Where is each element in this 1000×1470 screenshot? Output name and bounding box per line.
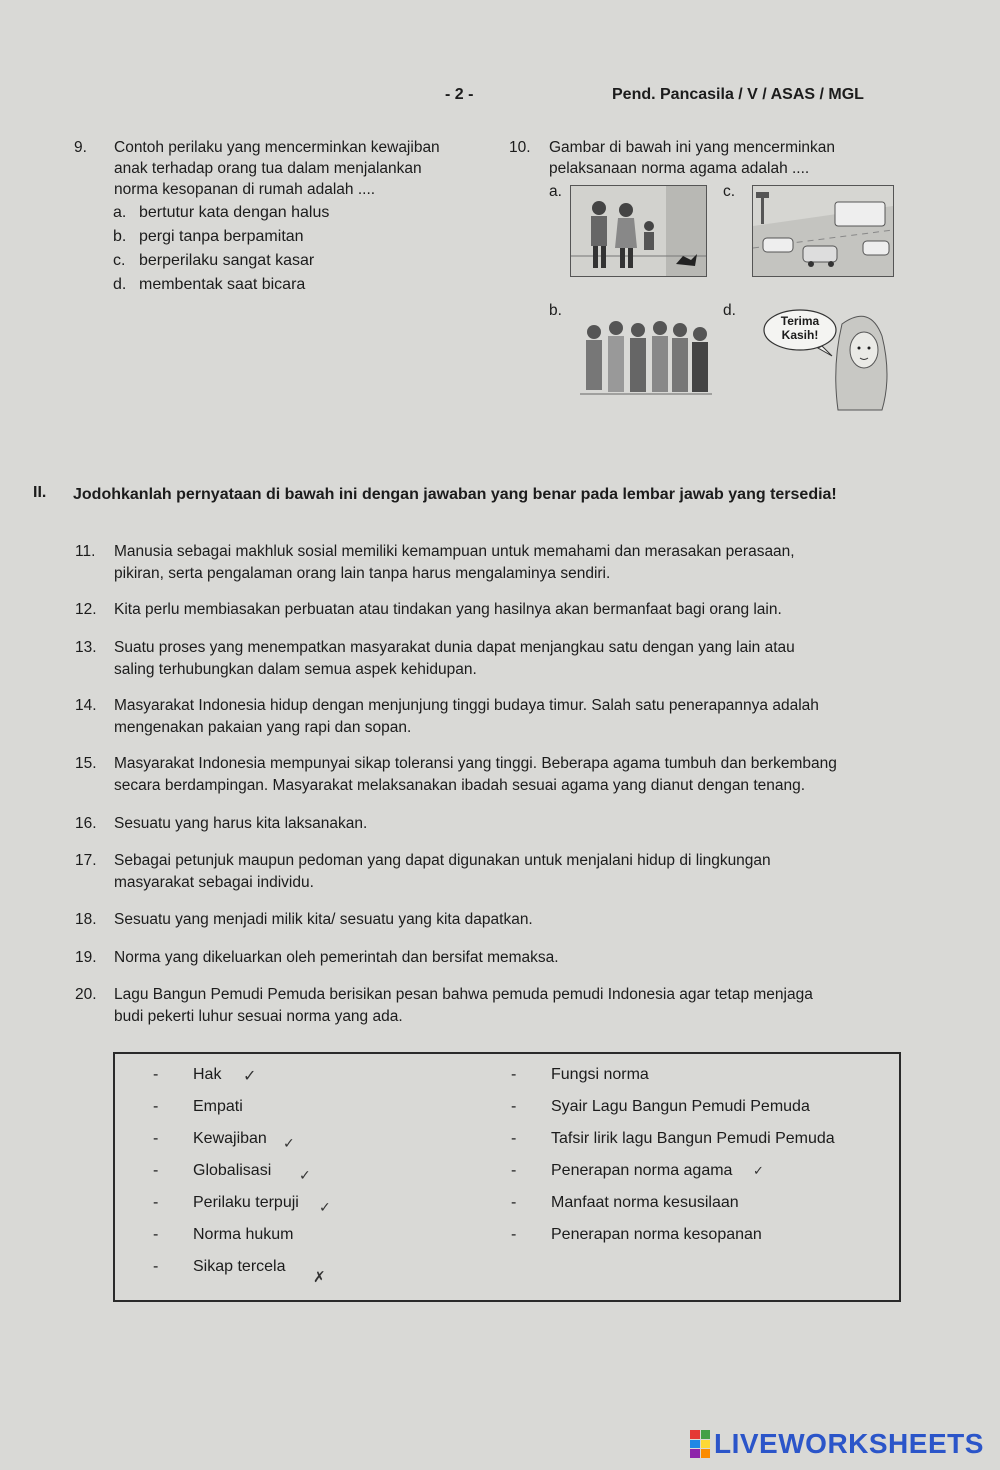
statement-line: pikiran, serta pengalaman orang lain tanpa harus mengalaminya sendiri. xyxy=(114,565,611,582)
option-letter: d. xyxy=(113,276,127,293)
scribble-mark-icon: ✗ xyxy=(313,1268,326,1286)
answer-text: Penerapan norma agama xyxy=(551,1162,733,1179)
answer-text: Perilaku terpuji xyxy=(193,1194,299,1211)
statement-line: saling terhubungkan dalam semua aspek kehidupan. xyxy=(114,661,477,678)
dash: - xyxy=(153,1258,159,1275)
question-text-line: anak terhadap orang tua dalam menjalankan xyxy=(114,160,422,177)
statement-line: secara berdampingan. Masyarakat melaksanakan ibadah sesuai agama yang dianut dengan tenang. xyxy=(114,777,806,794)
question-number: 10. xyxy=(509,139,531,156)
option-letter: a. xyxy=(113,204,127,221)
picture-label-c: c. xyxy=(723,183,736,200)
option-text: berperilaku sangat kasar xyxy=(139,252,315,269)
speech-bubble-line: Terima xyxy=(780,314,820,328)
option-text: bertutur kata dengan halus xyxy=(139,204,330,221)
section-instruction: Jodohkanlah pernyataan di bawah ini dengan jawaban yang benar pada lembar jawab yang tersedia! xyxy=(73,486,837,503)
speech-bubble xyxy=(770,314,830,342)
picture-a[interactable] xyxy=(570,185,707,277)
statement-number: 14. xyxy=(75,697,97,714)
dash: - xyxy=(511,1194,517,1211)
dash: - xyxy=(153,1130,159,1147)
check-mark-icon: ✓ xyxy=(283,1136,295,1152)
statement-number: 18. xyxy=(75,911,97,928)
picture-b[interactable] xyxy=(580,312,712,402)
dash: - xyxy=(511,1130,517,1147)
picture-c[interactable] xyxy=(752,185,894,277)
statement-line: Masyarakat Indonesia hidup dengan menjunjung tinggi budaya timur. Salah satu penerapannya adalah xyxy=(114,697,819,714)
option-letter: b. xyxy=(113,228,127,245)
answer-text: Empati xyxy=(193,1098,243,1115)
check-mark-icon: ✓ xyxy=(319,1200,331,1216)
statement-line: Manusia sebagai makhluk sosial memiliki kemampuan untuk memahami dan merasakan perasaan, xyxy=(114,543,795,560)
picture-d[interactable] xyxy=(762,306,897,411)
liveworksheets-watermark xyxy=(690,1428,984,1460)
group-illustration xyxy=(580,312,712,402)
picture-label-d: d. xyxy=(723,302,736,319)
dash: - xyxy=(511,1162,517,1179)
answer-text: Manfaat norma kesusilaan xyxy=(551,1194,739,1211)
answer-text: Globalisasi xyxy=(193,1162,272,1179)
answer-text: Norma hukum xyxy=(193,1226,294,1243)
statement-line: Lagu Bangun Pemudi Pemuda berisikan pesan bahwa pemuda pemudi Indonesia agar tetap menjaga xyxy=(114,986,813,1003)
answer-text: Tafsir lirik lagu Bangun Pemudi Pemuda xyxy=(551,1130,835,1147)
answer-text: Sikap tercela xyxy=(193,1258,286,1275)
watermark-text: LIVEWORKSHEETS xyxy=(714,1428,984,1459)
answer-text: Syair Lagu Bangun Pemudi Pemuda xyxy=(551,1098,810,1115)
question-number: 9. xyxy=(74,139,87,156)
picture-label-a: a. xyxy=(549,183,562,200)
statement-line: Sebagai petunjuk maupun pedoman yang dapat digunakan untuk menjalani hidup di lingkungan xyxy=(114,852,771,869)
dash: - xyxy=(511,1098,517,1115)
statement-line: Suatu proses yang menempatkan masyarakat dunia dapat menjangkau satu dengan yang lain atau xyxy=(114,639,795,656)
family-illustration xyxy=(571,186,706,276)
picture-label-b: b. xyxy=(549,302,562,319)
option-letter: c. xyxy=(113,252,126,269)
dash: - xyxy=(511,1066,517,1083)
statement-line: Sesuatu yang menjadi milik kita/ sesuatu yang kita dapatkan. xyxy=(114,911,533,928)
answer-box xyxy=(113,1052,901,1302)
statement-line: Masyarakat Indonesia mempunyai sikap toleransi yang tinggi. Beberapa agama tumbuh dan berkembang xyxy=(114,755,837,772)
question-text-line: Contoh perilaku yang mencerminkan kewajiban xyxy=(114,139,440,156)
statement-number: 20. xyxy=(75,986,97,1003)
dash: - xyxy=(153,1162,159,1179)
statement-number: 15. xyxy=(75,755,97,772)
statement-number: 16. xyxy=(75,815,97,832)
question-text-line: Gambar di bawah ini yang mencerminkan xyxy=(549,139,836,156)
header-title: Pend. Pancasila / V / ASAS / MGL xyxy=(612,86,864,103)
statement-number: 17. xyxy=(75,852,97,869)
dash: - xyxy=(153,1194,159,1211)
page-number: - 2 - xyxy=(445,86,474,103)
question-text-line: norma kesopanan di rumah adalah .... xyxy=(114,181,376,198)
statement-number: 13. xyxy=(75,639,97,656)
statement-line: mengenakan pakaian yang rapi dan sopan. xyxy=(114,719,412,736)
dash: - xyxy=(153,1226,159,1243)
traffic-illustration xyxy=(753,186,893,276)
answer-text: Penerapan norma kesopanan xyxy=(551,1226,762,1243)
dash: - xyxy=(153,1098,159,1115)
speech-bubble-line: Kasih! xyxy=(781,328,819,342)
answer-text: Hak xyxy=(193,1066,222,1083)
option-text: pergi tanpa berpamitan xyxy=(139,228,304,245)
dash: - xyxy=(153,1066,159,1083)
check-mark-icon: ✓ xyxy=(243,1066,257,1085)
check-mark-icon: ✓ xyxy=(753,1164,764,1179)
statement-line: masyarakat sebagai individu. xyxy=(114,874,314,891)
question-text-line: pelaksanaan norma agama adalah .... xyxy=(549,160,810,177)
liveworksheets-logo-icon xyxy=(690,1430,710,1458)
statement-line: Norma yang dikeluarkan oleh pemerintah dan bersifat memaksa. xyxy=(114,949,559,966)
statement-line: budi pekerti luhur sesuai norma yang ada. xyxy=(114,1008,403,1025)
option-text: membentak saat bicara xyxy=(139,276,306,293)
statement-number: 12. xyxy=(75,601,97,618)
answer-text: Kewajiban xyxy=(193,1130,267,1147)
statement-number: 19. xyxy=(75,949,97,966)
section-number: II. xyxy=(33,484,47,501)
statement-line: Sesuatu yang harus kita laksanakan. xyxy=(114,815,368,832)
dash: - xyxy=(511,1226,517,1243)
statement-line: Kita perlu membiasakan perbuatan atau tindakan yang hasilnya akan bermanfaat bagi orang lain. xyxy=(114,601,782,618)
statement-number: 11. xyxy=(75,543,96,560)
answer-text: Fungsi norma xyxy=(551,1066,649,1083)
check-mark-icon: ✓ xyxy=(299,1168,311,1184)
